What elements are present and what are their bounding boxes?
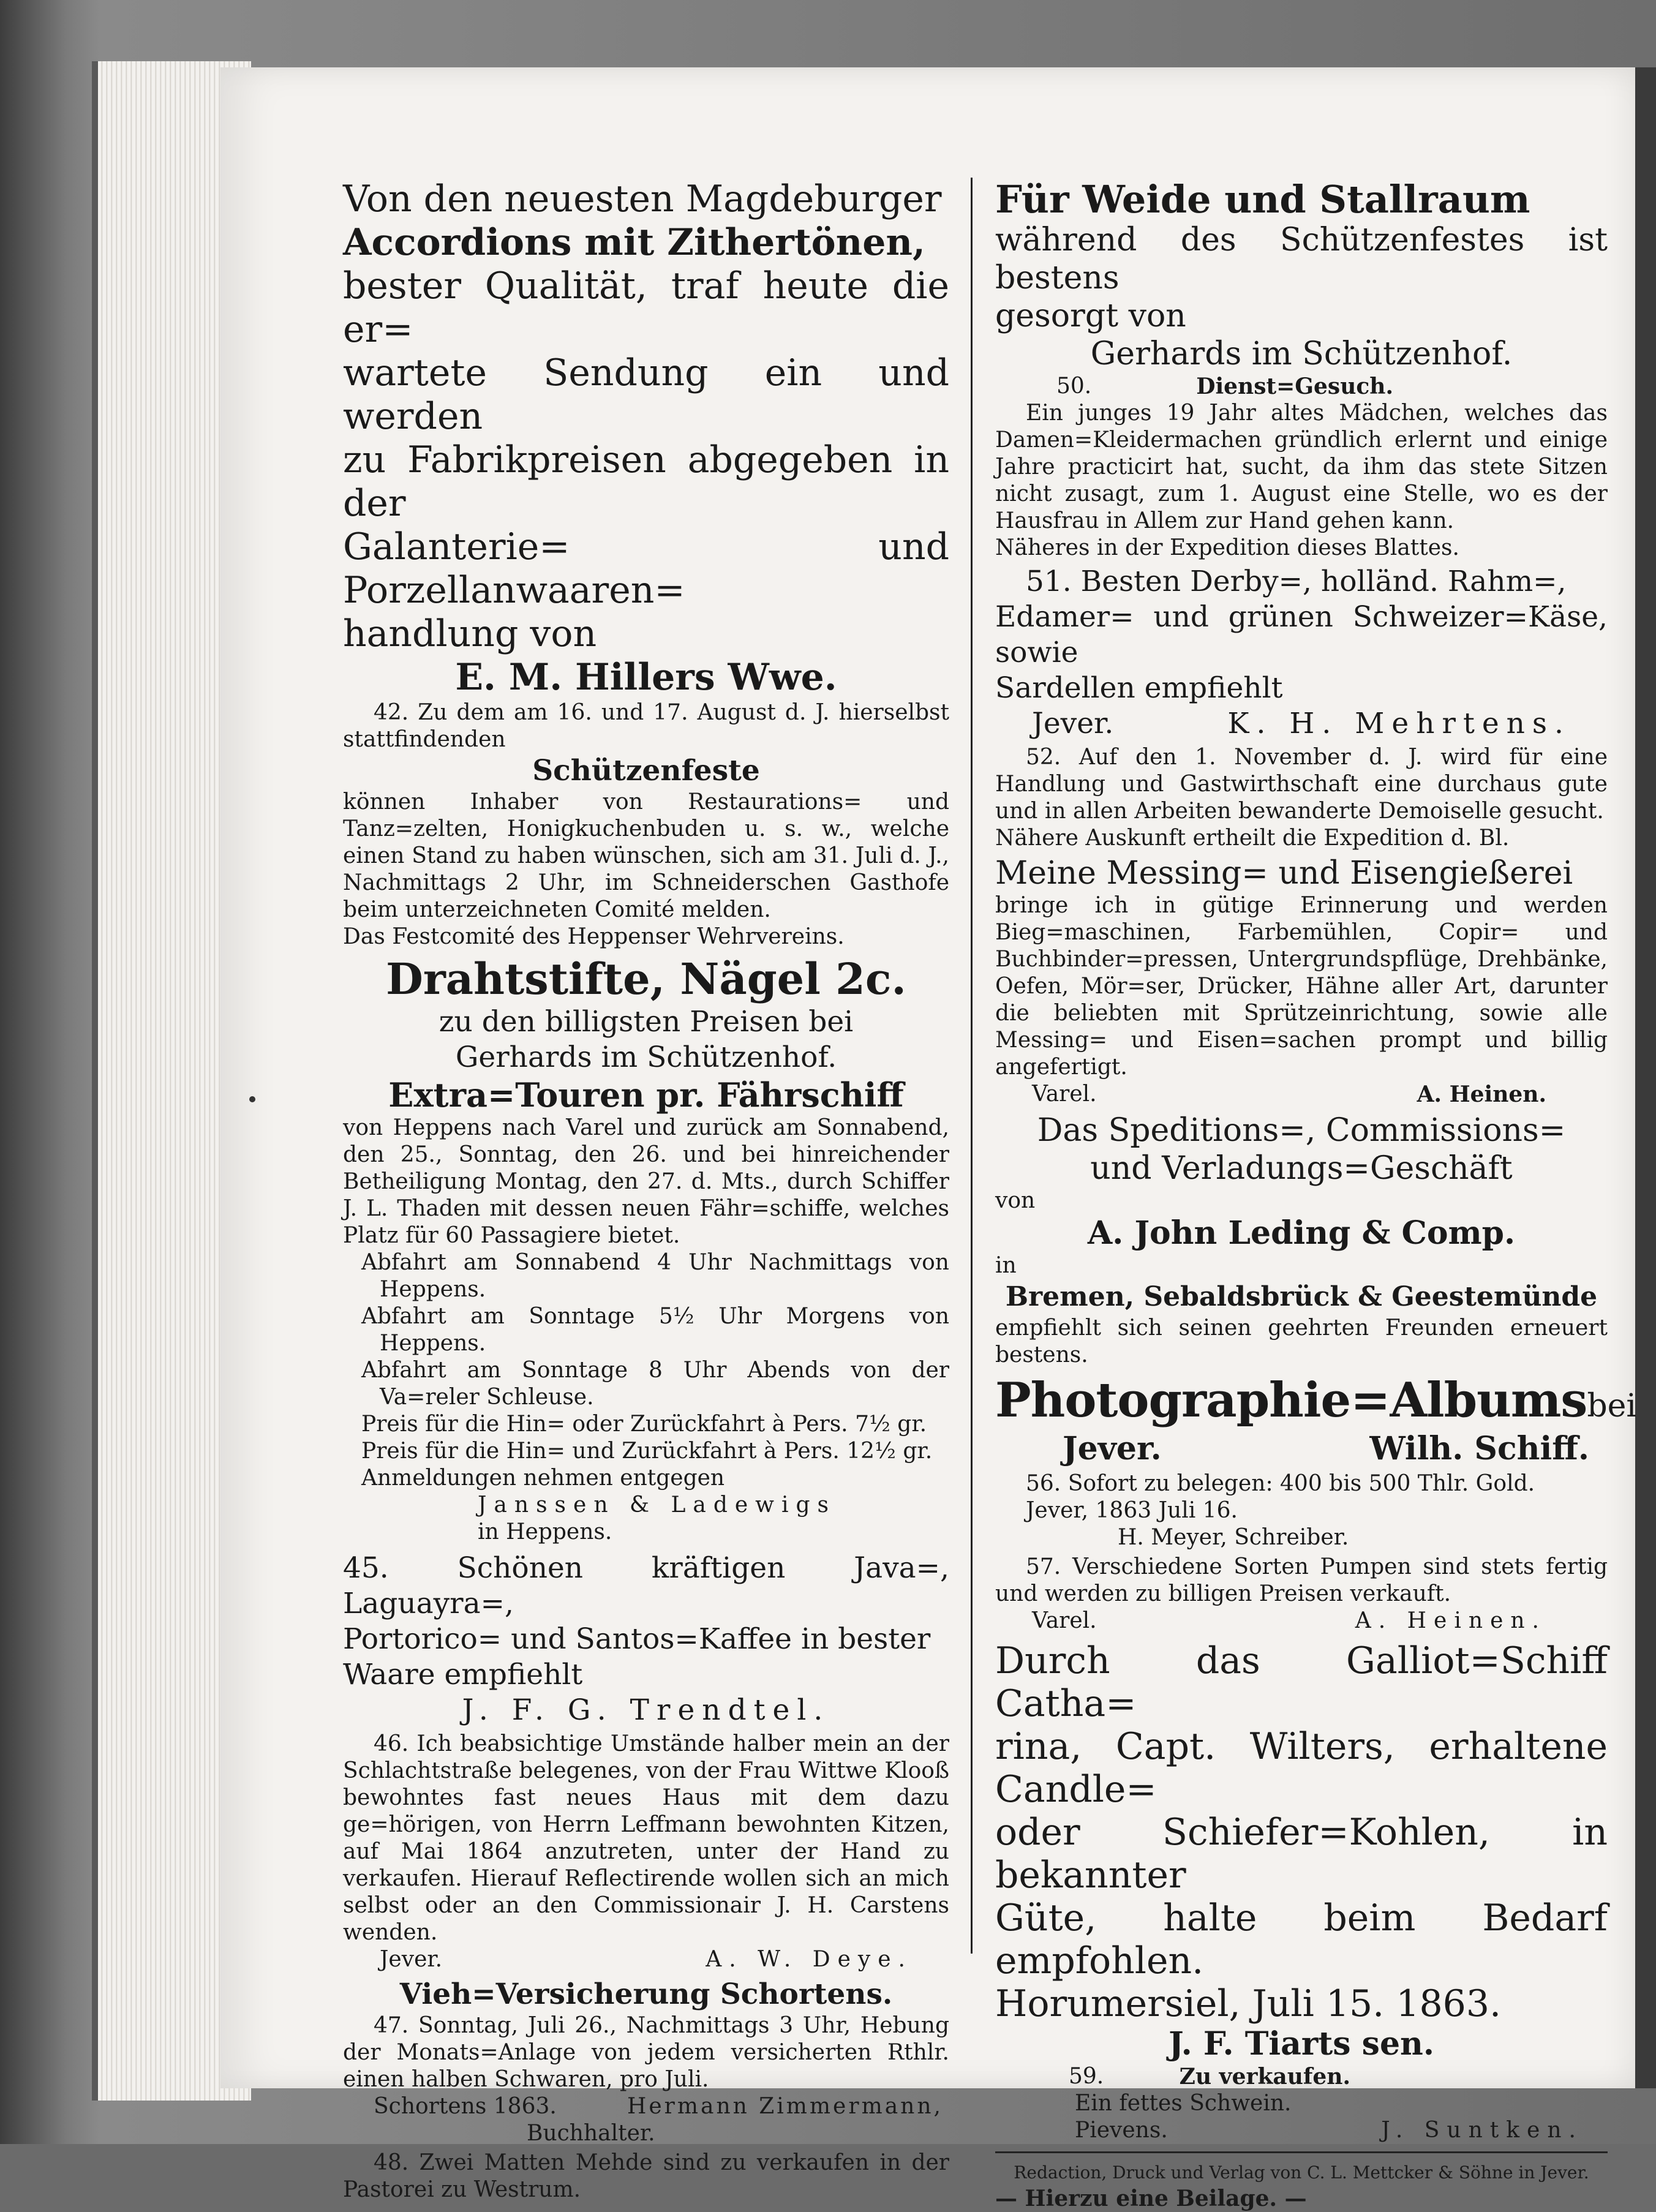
ad-speditions-geschaeft (995, 1112, 1608, 1369)
ad-place: Pievens. (1075, 2118, 1168, 2143)
ad-line: bester Qualität, traf heute die er= (343, 265, 949, 351)
ad-drahtstifte (343, 954, 949, 1075)
ad-lead: 42. Zu dem am 16. und 17. August d. J. hierselbst stattfindenden (343, 700, 949, 752)
ad-place: Schortens 1863. (374, 2094, 557, 2119)
ad-line: handlung von (343, 612, 597, 655)
ad-firm: A. John Leding & Comp. (1087, 1214, 1516, 1252)
ad-title: Vieh=Versicherung Schortens. (399, 1977, 893, 2011)
ad-signature: J. F. G. Trendtel. (462, 1693, 830, 1727)
ad-line: Preis für die Hin= oder Zurückfahrt à Pers. 7½ gr. (361, 1412, 927, 1437)
ad-note: Näheres in der Expedition dieses Blattes. (995, 535, 1459, 560)
ad-in: in (995, 1253, 1017, 1278)
ad-line: Waare empfiehlt (343, 1658, 583, 1691)
ad-text: Ein fettes Schwein. (1075, 2091, 1292, 2116)
ad-title: Meine Messing= und Eisengießerei (995, 855, 1573, 892)
impressum: Redaction, Druck und Verlag von C. L. Mettcker & Söhne in Jever. (1014, 2162, 1589, 2183)
ad-title: Photographie=Albums (995, 1372, 1587, 1428)
left-column (343, 178, 949, 2203)
ad-line: Accordions mit Zithertönen, (343, 221, 925, 264)
ad-title: Zu verkaufen. (1179, 2064, 1350, 2090)
ad-signature: Janssen & Ladewigs (478, 1492, 837, 1518)
ad-subtitle: zu den billigsten Preisen bei (438, 1005, 854, 1039)
ad-accordions (343, 178, 949, 699)
ad-line: rina, Capt. Wilters, erhaltene Candle= (995, 1725, 1608, 1811)
ad-signature: J. F. Tiarts sen. (1169, 2025, 1434, 2063)
ad-title: Schützenfeste (532, 754, 760, 788)
ad-line: Güte, halte beim Bedarf empfohlen. (995, 1897, 1608, 1982)
ad-45-kaffee (343, 1551, 949, 1728)
ad-line: und Verladungs=Geschäft (1090, 1150, 1513, 1187)
ad-signature: J. Suntken. (1381, 2118, 1583, 2143)
ad-note: Nähere Auskunft ertheilt die Expedition d. Bl. (995, 826, 1510, 851)
ad-signature-place: in Heppens. (478, 1519, 612, 1544)
ad-place: Jever. (1032, 707, 1114, 740)
ad-signature: E. M. Hillers Wwe. (455, 656, 837, 699)
ad-footer (995, 1608, 1608, 1635)
ad-line: zu Fabrikpreisen abgegeben in der (343, 438, 949, 525)
beilage-note: — Hierzu eine Beilage. — (995, 2186, 1307, 2211)
ad-bei: bei (1587, 1388, 1637, 1424)
ad-line: Galanterie= und Porzellanwaaren= (343, 525, 949, 612)
ad-title-row (995, 1371, 1637, 1430)
ad-text: 56. Sofort zu belegen: 400 bis 500 Thlr. Gold. (1026, 1471, 1535, 1496)
ad-line: Abfahrt am Sonntage 8 Uhr Abends von der Va=reler Schleuse. (361, 1358, 949, 1410)
ad-footer (343, 1946, 949, 1973)
ad-text: 47. Sonntag, Juli 26., Nachmittags 3 Uhr, Hebung der Monats=Anlage von jedem versicherten Rthlr. einen halben Schwaren, pro Juli. (343, 2013, 949, 2092)
ad-line: Das Speditions=, Commissions= (1037, 1112, 1566, 1149)
ad-signature: Das Festcomité des Heppenser Wehrvereins. (343, 924, 845, 949)
ad-line: Preis für die Hin= und Zurückfahrt à Pers. 12½ gr. (361, 1439, 933, 1464)
ad-line: 45. Schönen kräftigen Java=, Laguayra=, (343, 1551, 949, 1620)
ad-place: Jever. (1063, 1430, 1162, 1467)
ad-signature: Wilh. Schiff. (1369, 1430, 1589, 1467)
ad-footer (995, 2117, 1608, 2144)
ad-text: 46. Ich beabsichtige Umstände halber mein an der Schlachtstraße belegenes, von der Frau Wittwe Klooß bewohntes fast neues Haus mit dem dazu ge=hörigen, von Herrn Leffmann bewohnten Kitzen, auf Mai 1864 anzutreten, unter der Hand zu verkaufen. Hierauf Reflectirende wollen sich an mich selbst oder an den Commissionair J. H. Carstens wenden. (343, 1731, 949, 1945)
ad-signature: Gerhards im Schützenhof. (455, 1040, 837, 1074)
ad-signature: A. Heinen. (1417, 1082, 1546, 1107)
ad-title: Drahtstifte, Nägel 2c. (386, 954, 906, 1004)
ad-50-dienstgesuch (995, 373, 1608, 562)
ad-title: Extra=Touren pr. Fährschiff (388, 1075, 904, 1115)
ad-47-viehversicherung (343, 1977, 949, 2147)
ad-46-haus (343, 1731, 949, 1973)
ad-line: Edamer= und grünen Schweizer=Käse, sowie (995, 600, 1608, 669)
ad-line: Sardellen empfiehlt (995, 671, 1283, 705)
ad-line: oder Schiefer=Kohlen, in bekannter (995, 1811, 1608, 1897)
ad-messing-eisengiesserei (995, 854, 1608, 1108)
ad-line: wartete Sendung ein und werden (343, 352, 949, 438)
ad-52-demoiselle (995, 744, 1608, 852)
ad-header (995, 2063, 1608, 2090)
ad-line: Abfahrt am Sonntage 5½ Uhr Morgens von Heppens. (361, 1304, 949, 1356)
ad-text: können Inhaber von Restaurations= und Tanz=zelten, Honigkuchenbuden u. s. w., welche einen Stand zu haben wünschen, sich am 31. Juli d. J., Nachmittags 2 Uhr, im Schneiderschen Gasthofe beim unterzeichneten Comité melden. (343, 789, 949, 922)
ad-place: Jever. (380, 1947, 443, 1972)
ad-text: von Heppens nach Varel und zurück am Sonnabend, den 25., Sonntag, den 26. und bei hinreichender Betheiligung Montag, den 27. d. Mts., durch Schiffer J. L. Thaden mit dessen neuen Fähr=schiffe, welches Platz für 60 Passagiere bietet. (343, 1115, 949, 1248)
ad-footer (343, 2093, 949, 2120)
ad-text: Ein junges 19 Jahr altes Mädchen, welches das Damen=Kleidermachen gründlich erlernt und einige Jahre practicirt hat, sucht, da ihm das stete Sitzen nicht zusagt, zum 1. August eine Stelle, wo es der Hausfrau in Allem zur Hand gehen kann. (995, 401, 1608, 533)
ad-number: 59. (1069, 2064, 1104, 2089)
ad-von: von (995, 1188, 1036, 1213)
ad-footer (995, 1081, 1608, 1108)
ad-signature: A. Heinen. (1355, 1608, 1546, 1633)
ad-text: bringe ich in gütige Erinnerung und werden Bieg=maschinen, Farbemühlen, Copir= und Buchbinder=pressen, Untergrundspflüge, Drehbänke, Oefen, Mör=ser, Drücker, Hähne aller Art, darunter die beliebten mit Sprützeinrichtung, sowie alle Messing= und Eisen=sachen prompt und billig angefertigt. (995, 893, 1608, 1080)
ad-date: Jever, 1863 Juli 16. (1026, 1498, 1238, 1523)
ad-place: Bremen, Sebaldsbrück & Geestemünde (1005, 1281, 1598, 1312)
ad-signature: Hermann Zimmermann, (627, 2094, 943, 2119)
ad-text: empfiehlt sich seinen geehrten Freunden erneuert bestens. (995, 1315, 1608, 1367)
ad-place: Varel. (1032, 1082, 1097, 1107)
ink-dot (249, 1096, 255, 1102)
ad-signature-role: Buchhalter. (527, 2121, 655, 2146)
ad-number: 50. (1056, 374, 1092, 399)
ad-42-schuetzenfeste (343, 699, 949, 950)
ad-48-mehde (343, 2150, 949, 2203)
ad-line: Anmeldungen nehmen entgegen (361, 1465, 725, 1491)
ad-signature: H. Meyer, Schreiber. (1118, 1525, 1349, 1550)
ad-line: Von den neuesten Magdeburger (343, 178, 942, 220)
ad-51-kaese (995, 564, 1608, 742)
ad-57-pumpen (995, 1554, 1608, 1635)
ad-line: Portorico= und Santos=Kaffee in bester (343, 1622, 931, 1656)
ad-line: während des Schützenfestes ist bestens (995, 222, 1608, 296)
right-column (995, 177, 1637, 2212)
ad-line: Durch das Galliot=Schiff Catha= (995, 1639, 1608, 1725)
right-margin-shadow (1635, 67, 1656, 2088)
ad-line: 51. Besten Derby=, holländ. Rahm=, (1026, 565, 1567, 598)
ad-footer (995, 706, 1608, 742)
ad-text: 57. Verschiedene Sorten Pumpen sind stets fertig und werden zu billigen Preisen verkauft. (995, 1554, 1608, 1606)
ad-title: Dienst=Gesuch. (1196, 374, 1393, 399)
ad-galliot-kohlen (995, 1639, 1608, 2063)
ad-text: 52. Auf den 1. November d. J. wird für eine Handlung und Gastwirthschaft eine durchaus gute und in allen Arbeiten bewanderte Demoiselle gesucht. (995, 745, 1608, 824)
ad-photographie-albums (995, 1371, 1637, 1468)
ad-place: Varel. (1032, 1608, 1097, 1633)
impressum-rule (995, 2151, 1608, 2153)
column-divider (971, 178, 973, 1954)
ad-56-gold (995, 1470, 1608, 1551)
ad-footer (995, 1430, 1608, 1468)
ad-line: Abfahrt am Sonnabend 4 Uhr Nachmittags von Heppens. (361, 1250, 949, 1302)
ad-signature: Gerhards im Schützenhof. (1090, 336, 1513, 372)
ad-line: Horumersiel, Juli 15. 1863. (995, 1982, 1502, 2025)
ad-signature: A. W. Deye. (706, 1947, 913, 1972)
ad-header (995, 373, 1608, 400)
ad-extra-touren (343, 1075, 949, 1546)
ad-signature: K. H. Mehrtens. (1227, 707, 1571, 740)
ad-title: Für Weide und Stallraum (995, 177, 1530, 222)
ad-text: 48. Zwei Matten Mehde sind zu verkaufen in der Pastorei zu Westrum. (343, 2150, 949, 2202)
ad-59-schwein (995, 2063, 1608, 2144)
ad-weide-stallraum (995, 178, 1608, 373)
ad-line: gesorgt von (995, 298, 1186, 334)
